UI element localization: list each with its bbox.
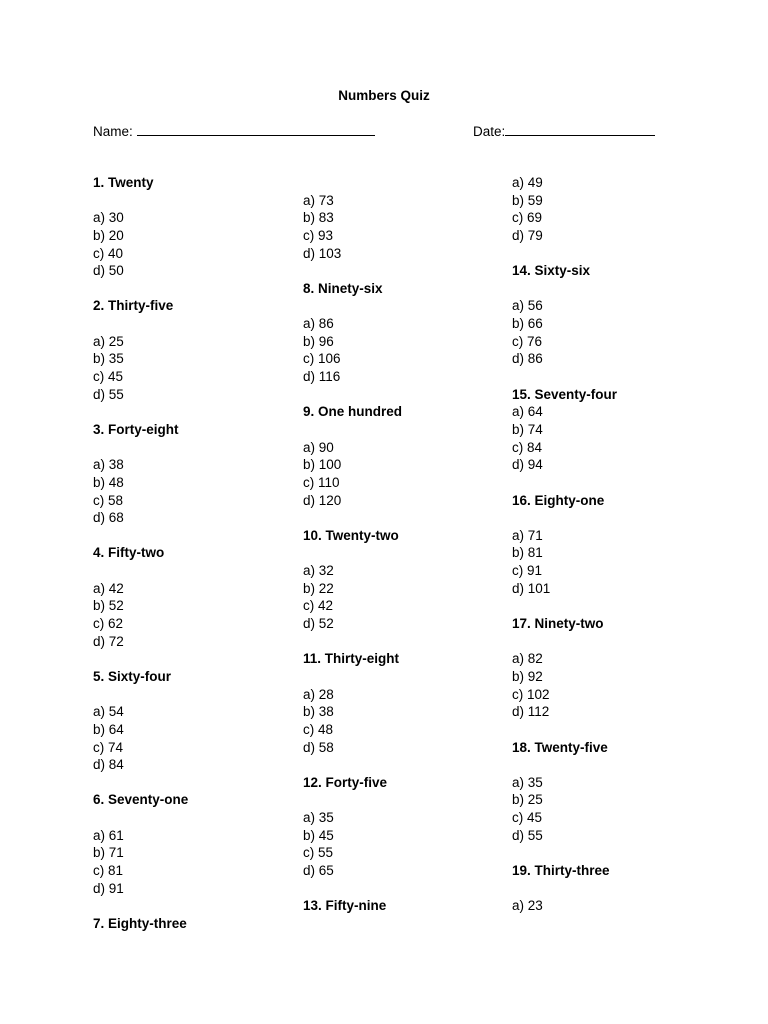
answer-option: c) 84: [512, 439, 543, 455]
spacer: [93, 809, 188, 827]
answer-option: b) 96: [303, 333, 334, 349]
spacer: [303, 633, 402, 651]
spacer: [93, 403, 188, 421]
question-heading: 16. Eighty-one: [512, 492, 605, 508]
answer-option: c) 58: [93, 492, 124, 508]
question-heading: 14. Sixty-six: [512, 263, 591, 279]
answer-option: c) 55: [303, 845, 334, 861]
answer-option: b) 100: [303, 457, 342, 473]
spacer: [512, 597, 617, 615]
answer-option: b) 38: [303, 704, 334, 720]
spacer: [512, 474, 617, 492]
answer-option: b) 66: [512, 316, 543, 332]
answer-option: b) 52: [93, 598, 124, 614]
answer-option: a) 56: [512, 298, 543, 314]
question-column-1: [93, 174, 188, 933]
answer-option: a) 82: [512, 651, 543, 667]
answer-option: d) 112: [512, 704, 550, 720]
question-heading: 11. Thirty-eight: [303, 651, 400, 667]
spacer: [303, 668, 402, 686]
spacer: [303, 791, 402, 809]
question-heading: 9. One hundred: [303, 404, 403, 420]
answer-option: d) 52: [303, 616, 334, 632]
question-heading: 15. Seventy-four: [512, 386, 618, 402]
spacer: [93, 280, 188, 298]
answer-option: b) 83: [303, 210, 334, 226]
question-heading: 8. Ninety-six: [303, 280, 383, 296]
spacer: [303, 509, 402, 527]
answer-option: d) 116: [303, 369, 341, 385]
spacer: [512, 880, 617, 898]
answer-option: d) 94: [512, 457, 543, 473]
spacer: [93, 650, 188, 668]
question-column-2: [303, 174, 402, 915]
answer-option: b) 64: [93, 721, 124, 737]
answer-option: d) 65: [303, 862, 334, 878]
answer-option: d) 72: [93, 633, 124, 649]
answer-option: b) 81: [512, 545, 543, 561]
answer-option: b) 20: [93, 227, 124, 243]
spacer: [93, 686, 188, 704]
answer-option: b) 35: [93, 351, 124, 367]
answer-option: d) 55: [93, 386, 124, 402]
spacer: [303, 297, 402, 315]
question-heading: 17. Ninety-two: [512, 616, 604, 632]
answer-option: b) 22: [303, 580, 334, 596]
answer-option: c) 110: [303, 474, 340, 490]
question-heading: 2. Thirty-five: [93, 298, 174, 314]
answer-option: a) 71: [512, 527, 543, 543]
answer-option: a) 32: [303, 563, 334, 579]
answer-option: a) 64: [512, 404, 543, 420]
answer-option: b) 74: [512, 421, 543, 437]
spacer: [93, 774, 188, 792]
answer-option: a) 54: [93, 704, 124, 720]
question-heading: 12. Forty-five: [303, 774, 388, 790]
name-label: Name:: [93, 124, 133, 139]
spacer: [93, 527, 188, 545]
answer-option: c) 69: [512, 210, 543, 226]
answer-option: d) 84: [93, 757, 124, 773]
answer-option: a) 73: [303, 192, 334, 208]
spacer: [512, 280, 617, 298]
answer-option: c) 48: [303, 721, 334, 737]
answer-option: d) 101: [512, 580, 551, 596]
spacer: [303, 174, 402, 192]
answer-option: b) 59: [512, 192, 543, 208]
answer-option: a) 61: [93, 827, 124, 843]
answer-option: c) 91: [512, 563, 543, 579]
answer-option: c) 93: [303, 227, 334, 243]
answer-option: a) 30: [93, 210, 124, 226]
name-blank-line[interactable]: [137, 122, 375, 136]
answer-option: d) 58: [303, 739, 334, 755]
answer-option: c) 42: [303, 598, 334, 614]
date-blank-line[interactable]: [505, 122, 655, 136]
spacer: [93, 562, 188, 580]
answer-option: a) 86: [303, 316, 334, 332]
answer-option: d) 86: [512, 351, 543, 367]
question-heading: 19. Thirty-three: [512, 862, 610, 878]
page-title: Numbers Quiz: [338, 88, 430, 103]
answer-option: c) 45: [512, 810, 543, 826]
answer-option: d) 50: [93, 263, 124, 279]
question-heading: 5. Sixty-four: [93, 668, 172, 684]
spacer: [93, 439, 188, 457]
question-heading: 4. Fifty-two: [93, 545, 165, 561]
spacer: [303, 544, 402, 562]
answer-option: d) 55: [512, 827, 543, 843]
question-heading: 10. Twenty-two: [303, 527, 399, 543]
answer-option: c) 74: [93, 739, 124, 755]
answer-option: d) 120: [303, 492, 342, 508]
name-field[interactable]: [93, 122, 375, 140]
answer-option: a) 42: [93, 580, 124, 596]
answer-option: b) 48: [93, 474, 124, 490]
spacer: [93, 897, 188, 915]
spacer: [512, 245, 617, 263]
answer-option: b) 92: [512, 668, 543, 684]
answer-option: d) 103: [303, 245, 342, 261]
question-heading: 3. Forty-eight: [93, 421, 179, 437]
question-heading: 13. Fifty-nine: [303, 898, 387, 914]
answer-option: d) 91: [93, 880, 124, 896]
answer-option: d) 68: [93, 510, 124, 526]
spacer: [303, 421, 402, 439]
answer-option: c) 102: [512, 686, 550, 702]
answer-option: a) 28: [303, 686, 334, 702]
question-heading: 6. Seventy-one: [93, 792, 189, 808]
spacer: [303, 386, 402, 404]
answer-option: c) 45: [93, 369, 124, 385]
answer-option: a) 35: [512, 774, 543, 790]
date-label: Date:: [473, 124, 506, 139]
spacer: [512, 844, 617, 862]
answer-option: b) 45: [303, 827, 334, 843]
spacer: [303, 880, 402, 898]
spacer: [512, 368, 617, 386]
spacer: [512, 509, 617, 527]
answer-option: b) 71: [93, 845, 124, 861]
answer-option: a) 49: [512, 175, 543, 190]
date-field[interactable]: [473, 122, 655, 140]
spacer: [512, 756, 617, 774]
answer-option: a) 38: [93, 457, 124, 473]
answer-option: a) 35: [303, 810, 334, 826]
answer-option: a) 25: [93, 333, 124, 349]
answer-option: c) 62: [93, 616, 124, 632]
question-column-3: [512, 174, 617, 915]
question-heading: 7. Eighty-three: [93, 915, 187, 931]
question-heading: 1. Twenty: [93, 175, 154, 190]
spacer: [93, 192, 188, 210]
answer-option: a) 23: [512, 898, 543, 914]
spacer: [303, 262, 402, 280]
answer-option: c) 106: [303, 351, 341, 367]
answer-option: b) 25: [512, 792, 543, 808]
question-heading: 18. Twenty-five: [512, 739, 608, 755]
answer-option: c) 76: [512, 333, 543, 349]
answer-option: a) 90: [303, 439, 334, 455]
answer-option: d) 79: [512, 227, 543, 243]
spacer: [303, 756, 402, 774]
spacer: [93, 315, 188, 333]
answer-option: c) 40: [93, 245, 124, 261]
spacer: [512, 721, 617, 739]
spacer: [512, 633, 617, 651]
answer-option: c) 81: [93, 862, 124, 878]
